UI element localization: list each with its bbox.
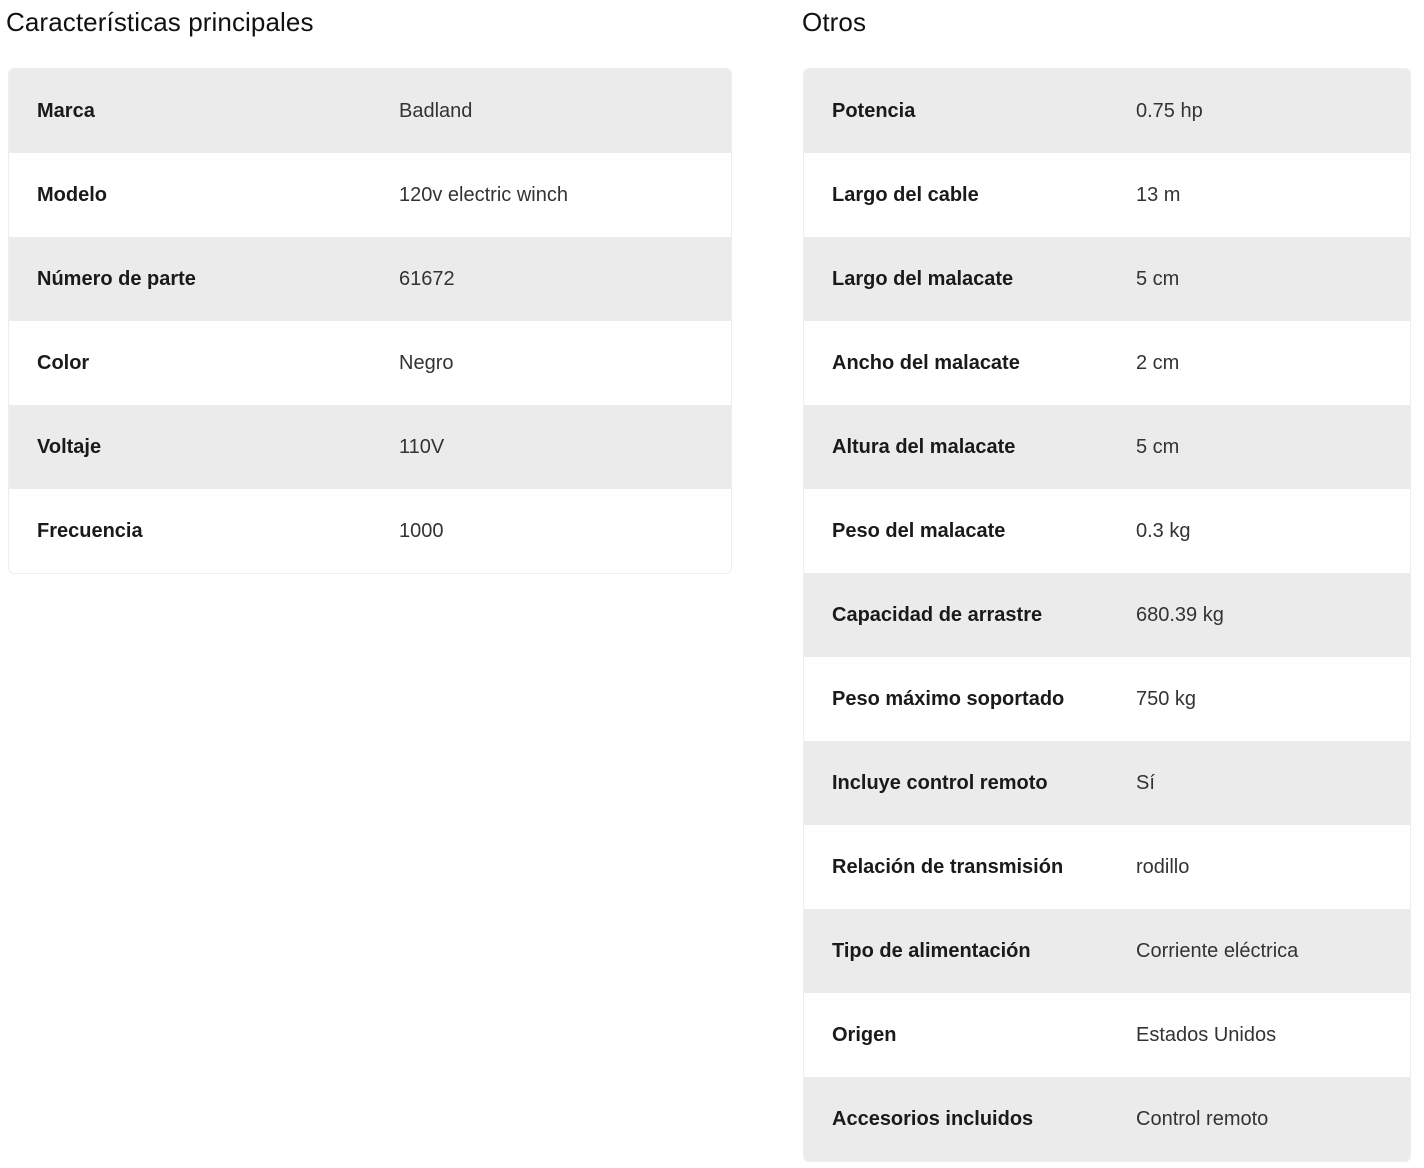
spec-label: Marca — [37, 99, 95, 122]
spec-value: Estados Unidos — [1136, 1023, 1277, 1046]
main-specs-section — [6, 0, 732, 542]
spec-label: Altura del malacate — [832, 435, 1016, 458]
spec-value: 2 cm — [1136, 351, 1180, 374]
spec-value: 61672 — [399, 267, 455, 290]
spec-row-brand — [9, 69, 731, 153]
spec-value: 120v electric winch — [399, 183, 568, 206]
spec-row-pulling-capacity — [804, 573, 1410, 657]
spec-value: Badland — [399, 99, 473, 122]
spec-value: Control remoto — [1136, 1107, 1269, 1130]
spec-label: Potencia — [832, 99, 916, 122]
spec-value: Corriente eléctrica — [1136, 939, 1299, 962]
other-specs-table — [803, 68, 1411, 1162]
spec-label: Voltaje — [37, 435, 102, 458]
spec-row-voltage — [9, 405, 731, 489]
spec-row-frequency — [9, 489, 731, 573]
spec-label: Tipo de alimentación — [832, 939, 1031, 962]
other-specs-section — [802, 0, 1411, 1130]
spec-value: 5 cm — [1136, 435, 1180, 458]
spec-value: 680.39 kg — [1136, 603, 1224, 626]
spec-label: Peso máximo soportado — [832, 687, 1065, 710]
main-specs-title: Características principales — [6, 7, 314, 37]
spec-value: rodillo — [1136, 855, 1190, 878]
spec-label: Frecuencia — [37, 519, 143, 542]
spec-row-remote-control — [804, 741, 1410, 825]
spec-label: Largo del malacate — [832, 267, 1014, 290]
spec-value: 1000 — [399, 519, 444, 542]
spec-row-winch-length — [804, 237, 1410, 321]
spec-row-max-weight — [804, 657, 1410, 741]
spec-value: Negro — [399, 351, 454, 374]
spec-label: Relación de transmisión — [832, 855, 1064, 878]
spec-label: Modelo — [37, 183, 107, 206]
spec-value: 110V — [399, 435, 445, 458]
spec-row-winch-height — [804, 405, 1410, 489]
spec-label: Color — [37, 351, 90, 374]
spec-value: 750 kg — [1136, 687, 1197, 710]
spec-row-gear-ratio — [804, 825, 1410, 909]
spec-row-power — [804, 69, 1410, 153]
spec-label: Incluye control remoto — [832, 771, 1048, 794]
other-specs-title: Otros — [802, 7, 867, 37]
spec-value: 5 cm — [1136, 267, 1180, 290]
spec-row-winch-weight — [804, 489, 1410, 573]
spec-row-power-type — [804, 909, 1410, 993]
spec-row-origin — [804, 993, 1410, 1077]
spec-label: Ancho del malacate — [832, 351, 1020, 374]
spec-row-color — [9, 321, 731, 405]
spec-row-part-number — [9, 237, 731, 321]
spec-label: Capacidad de arrastre — [832, 603, 1043, 626]
spec-label: Número de parte — [37, 267, 196, 290]
spec-value: 13 m — [1136, 183, 1181, 206]
spec-label: Accesorios incluidos — [832, 1107, 1034, 1130]
main-specs-table — [8, 68, 732, 574]
spec-value: 0.3 kg — [1136, 519, 1191, 542]
spec-row-model — [9, 153, 731, 237]
spec-row-winch-width — [804, 321, 1410, 405]
spec-row-cable-length — [804, 153, 1410, 237]
spec-value: 0.75 hp — [1136, 99, 1203, 122]
spec-value: Sí — [1136, 771, 1155, 794]
spec-label: Peso del malacate — [832, 519, 1006, 542]
spec-label: Largo del cable — [832, 183, 979, 206]
spec-label: Origen — [832, 1023, 897, 1046]
spec-row-accessories — [804, 1077, 1410, 1161]
